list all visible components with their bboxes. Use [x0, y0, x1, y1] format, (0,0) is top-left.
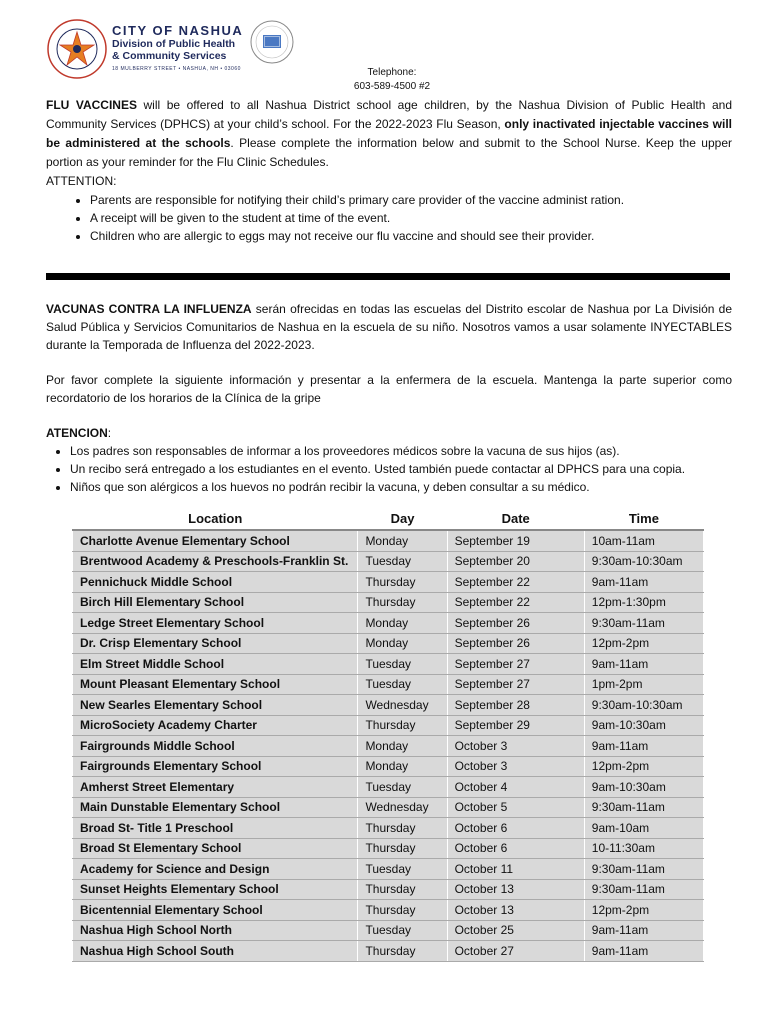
cell-day: Thursday [358, 900, 447, 921]
cell-date: September 22 [447, 592, 584, 613]
table-row [73, 715, 704, 736]
letterhead [46, 18, 446, 92]
table-row [73, 838, 704, 859]
list-item: • A receipt will be given to the student at time of the event. [90, 209, 732, 227]
cell-location: Fairgrounds Elementary School [73, 756, 358, 777]
cell-day: Monday [358, 633, 447, 654]
header-date: Date [447, 507, 584, 530]
cell-day: Tuesday [358, 920, 447, 941]
table-row [73, 941, 704, 962]
cell-day: Tuesday [358, 859, 447, 880]
cell-date: September 22 [447, 572, 584, 593]
list-item: • Niños que son alérgicos a los huevos no podrán recibir la vacuna, y deben consultar a su médico. [70, 478, 732, 496]
table-row [73, 572, 704, 593]
header-time: Time [584, 507, 703, 530]
cell-date: September 29 [447, 715, 584, 736]
cell-day: Thursday [358, 879, 447, 900]
cell-date: October 13 [447, 900, 584, 921]
spanish-attention: ATENCION: [46, 426, 112, 440]
cell-day: Wednesday [358, 797, 447, 818]
cell-time: 9:30am-10:30am [584, 695, 703, 716]
cell-location: Fairgrounds Middle School [73, 736, 358, 757]
cell-time: 12pm-2pm [584, 900, 703, 921]
cell-day: Tuesday [358, 674, 447, 695]
cell-time: 9am-11am [584, 941, 703, 962]
cell-date: October 6 [447, 818, 584, 839]
cell-location: Nashua High School South [73, 941, 358, 962]
cell-date: October 4 [447, 777, 584, 798]
cell-location: Birch Hill Elementary School [73, 592, 358, 613]
address: 18 MULBERRY STREET • NASHUA, NH • 03060 [112, 66, 241, 72]
cell-time: 9:30am-11am [584, 797, 703, 818]
cell-day: Thursday [358, 572, 447, 593]
cell-date: September 26 [447, 613, 584, 634]
spanish-section [46, 300, 732, 496]
cell-day: Thursday [358, 715, 447, 736]
list-item: • Children who are allergic to eggs may not receive our flu vaccine and should see their provider. [90, 227, 732, 245]
phone-block [352, 66, 432, 94]
english-section [46, 96, 732, 245]
cell-day: Thursday [358, 941, 447, 962]
cell-time: 9am-11am [584, 736, 703, 757]
cell-location: New Searles Elementary School [73, 695, 358, 716]
cell-time: 9:30am-11am [584, 859, 703, 880]
cell-date: September 20 [447, 551, 584, 572]
table-row [73, 654, 704, 675]
table-row [73, 530, 704, 551]
cell-location: Main Dunstable Elementary School [73, 797, 358, 818]
cell-time: 12pm-1:30pm [584, 592, 703, 613]
division-line-1: Division of Public Health [112, 38, 236, 50]
header-location: Location [73, 507, 358, 530]
cell-date: September 19 [447, 530, 584, 551]
table-row [73, 551, 704, 572]
cell-location: Pennichuck Middle School [73, 572, 358, 593]
table-row [73, 797, 704, 818]
english-lead: FLU VACCINES [46, 98, 137, 112]
cell-location: Bicentennial Elementary School [73, 900, 358, 921]
header-day: Day [358, 507, 447, 530]
cell-day: Tuesday [358, 777, 447, 798]
cell-location: Ledge Street Elementary School [73, 613, 358, 634]
cell-location: MicroSociety Academy Charter [73, 715, 358, 736]
cell-date: October 5 [447, 797, 584, 818]
division-line-2: & Community Services [112, 50, 227, 62]
list-item: • Los padres son responsables de informar a los proveedores médicos sobre la vacuna de sus hijos (as). [70, 442, 732, 460]
table-row [73, 859, 704, 880]
cell-date: September 26 [447, 633, 584, 654]
list-item: • Un recibo será entregado a los estudiantes en el evento. Usted también puede contactar al DPHCS para una copia. [70, 460, 732, 478]
english-attention: ATTENTION: [46, 174, 117, 188]
city-name: CITY OF NASHUA [112, 23, 244, 38]
cell-location: Broad St- Title 1 Preschool [73, 818, 358, 839]
cell-time: 9:30am-11am [584, 613, 703, 634]
spanish-bullets [46, 442, 732, 496]
cell-time: 12pm-2pm [584, 756, 703, 777]
cell-time: 9:30am-10:30am [584, 551, 703, 572]
cell-day: Monday [358, 736, 447, 757]
table-row [73, 613, 704, 634]
cell-time: 10-11:30am [584, 838, 703, 859]
flu-clinic-schedule-table [72, 507, 704, 962]
cell-location: Mount Pleasant Elementary School [73, 674, 358, 695]
table-row [73, 900, 704, 921]
cell-time: 9am-10:30am [584, 777, 703, 798]
table-row [73, 674, 704, 695]
spanish-instructions: Por favor complete la siguiente información y presentar a la enfermera de la escuela. Mantenga la parte superior como recordatorio de los horarios de la Clínica de la gripe [46, 373, 732, 405]
cell-date: October 3 [447, 736, 584, 757]
city-seal-icon [46, 18, 108, 80]
phone-number: 603-589-4500 #2 [353, 81, 431, 92]
table-row [73, 777, 704, 798]
cell-time: 9am-11am [584, 572, 703, 593]
cell-time: 9:30am-11am [584, 879, 703, 900]
cell-date: October 25 [447, 920, 584, 941]
cell-location: Brentwood Academy & Preschools-Franklin St. [73, 551, 358, 572]
cell-day: Tuesday [358, 654, 447, 675]
phone-label: Telephone: [367, 67, 417, 78]
cell-day: Monday [358, 756, 447, 777]
table-row [73, 818, 704, 839]
cell-location: Academy for Science and Design [73, 859, 358, 880]
table-row [73, 695, 704, 716]
table-row [73, 879, 704, 900]
cell-date: September 28 [447, 695, 584, 716]
cell-location: Broad St Elementary School [73, 838, 358, 859]
cell-location: Dr. Crisp Elementary School [73, 633, 358, 654]
table-row [73, 756, 704, 777]
cell-time: 9am-10:30am [584, 715, 703, 736]
cell-date: October 6 [447, 838, 584, 859]
cell-time: 12pm-2pm [584, 633, 703, 654]
cell-day: Thursday [358, 838, 447, 859]
cell-date: September 27 [447, 654, 584, 675]
table-row [73, 633, 704, 654]
cell-date: September 27 [447, 674, 584, 695]
cell-day: Tuesday [358, 551, 447, 572]
list-item: • Parents are responsible for notifying their child’s primary care provider of the vaccine administ ration. [90, 191, 732, 209]
cell-date: October 13 [447, 879, 584, 900]
cell-day: Monday [358, 530, 447, 551]
table-row [73, 920, 704, 941]
cell-time: 1pm-2pm [584, 674, 703, 695]
section-divider [46, 273, 730, 280]
table-header-row [73, 507, 704, 530]
cell-time: 10am-11am [584, 530, 703, 551]
table-row [73, 736, 704, 757]
cell-time: 9am-11am [584, 654, 703, 675]
english-emphasis: only inactivated injectable vaccines will be administered at the schools [46, 117, 732, 150]
cell-day: Wednesday [358, 695, 447, 716]
cell-day: Monday [358, 613, 447, 634]
cell-day: Thursday [358, 818, 447, 839]
english-intro: FLU VACCINES will be offered to all Nashua District school age children, by the Nashua Division of Public Health and Community Services (DPHCS) at your child’s school. For the 2022-2023 Flu Season, only inactivated injectable vaccines will be administered at the schools. Please complete the information below and submit to the School Nurse. Keep the upper portion as your reminder for the Flu Clinic Schedules. [46, 98, 732, 169]
cell-location: Nashua High School North [73, 920, 358, 941]
english-bullets [46, 191, 732, 245]
spanish-intro: VACUNAS CONTRA LA INFLUENZA serán ofrecidas en todas las escuelas del Distrito escolar de Nashua por La División de Salud Pública y Servicios Comunitarios de Nashua en la escuela de su niño. Nosotros vamos a usar solamente INYECTABLES durante la Temporada de Influenza del 2022-2023. [46, 302, 732, 352]
cell-time: 9am-10am [584, 818, 703, 839]
cell-location: Amherst Street Elementary [73, 777, 358, 798]
cell-day: Thursday [358, 592, 447, 613]
cell-time: 9am-11am [584, 920, 703, 941]
phhs-seal-icon [249, 18, 295, 74]
spanish-lead: VACUNAS CONTRA LA INFLUENZA [46, 302, 252, 316]
cell-location: Elm Street Middle School [73, 654, 358, 675]
cell-date: October 11 [447, 859, 584, 880]
cell-location: Sunset Heights Elementary School [73, 879, 358, 900]
table-row [73, 592, 704, 613]
cell-date: October 27 [447, 941, 584, 962]
cell-location: Charlotte Avenue Elementary School [73, 530, 358, 551]
cell-date: October 3 [447, 756, 584, 777]
